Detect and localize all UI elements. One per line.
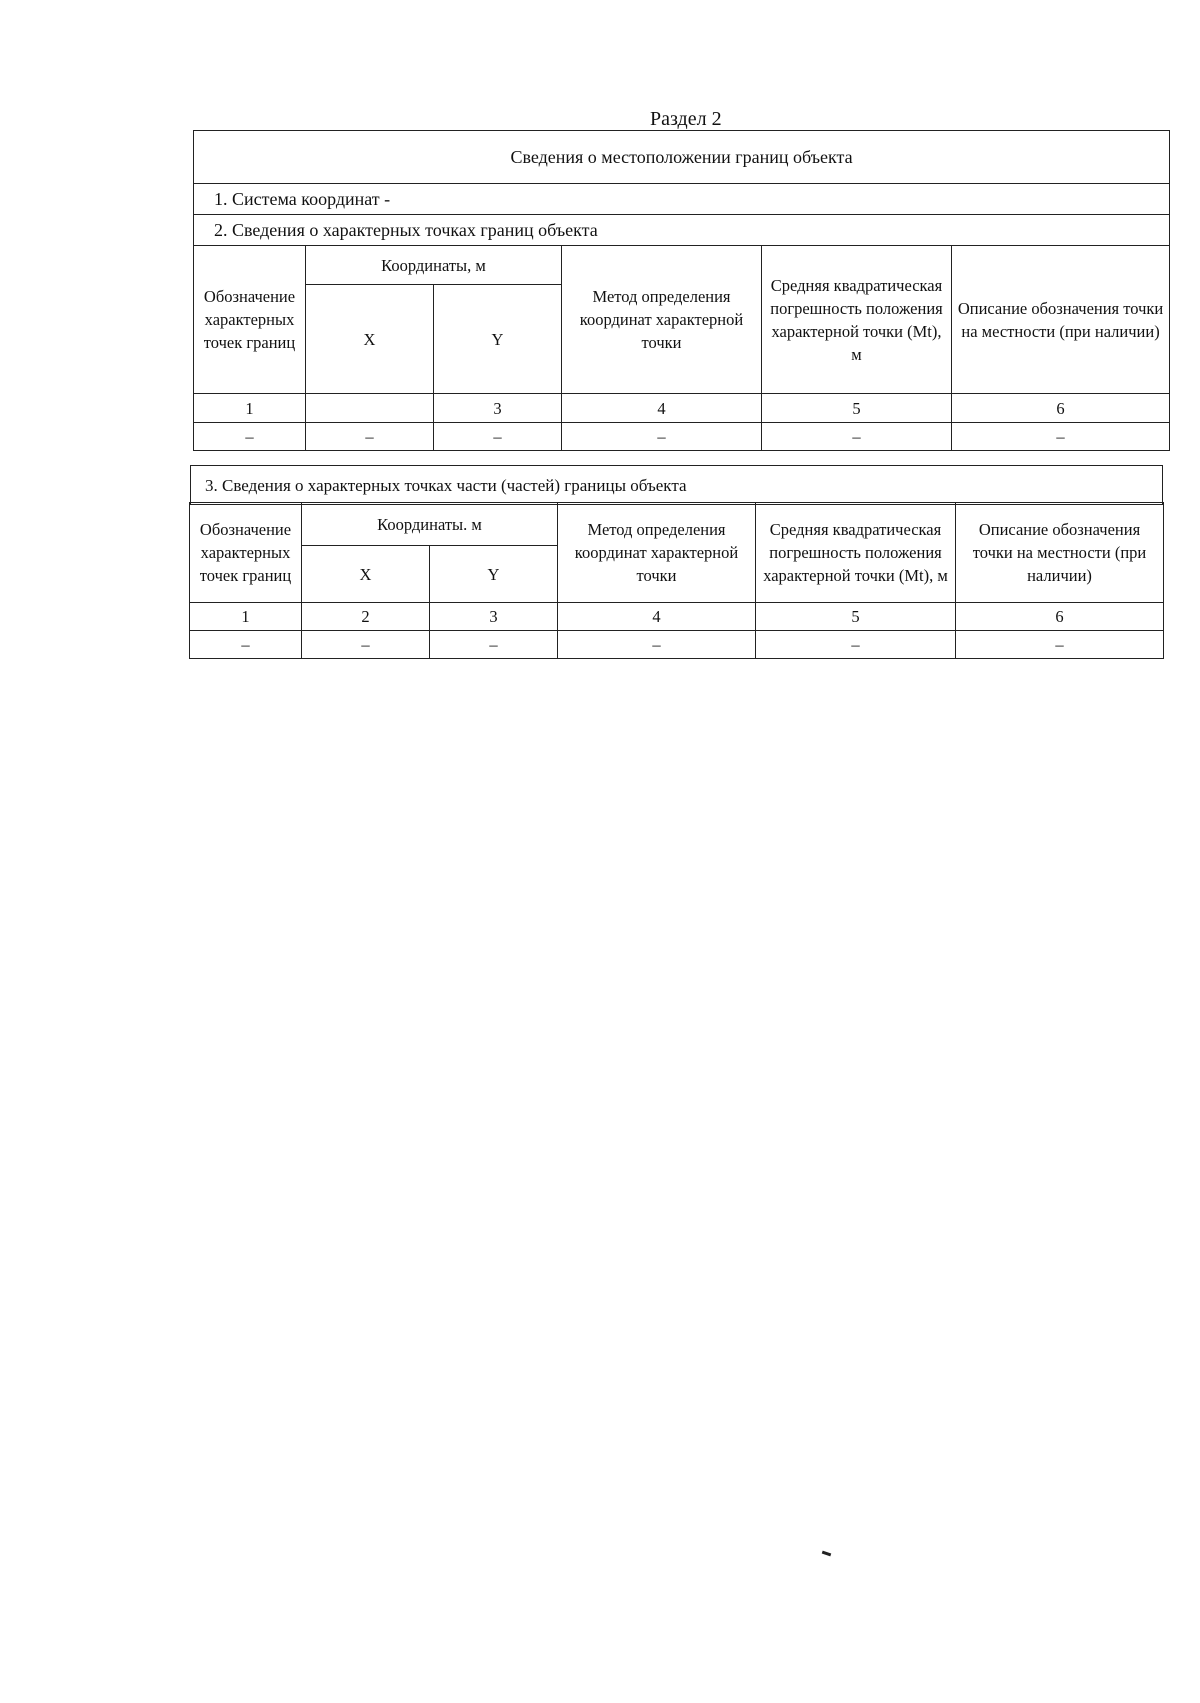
empty-cell: – bbox=[306, 423, 434, 451]
table-main-header: Сведения о местоположении границ объекта bbox=[194, 131, 1170, 184]
column-number: 6 bbox=[952, 394, 1170, 423]
col-coordinates: Координаты, м bbox=[306, 246, 562, 285]
col-designation: Обозначение характерных точек границ bbox=[194, 246, 306, 394]
part-points-header-table bbox=[190, 465, 1163, 505]
empty-cell: – bbox=[558, 631, 756, 659]
col-coordinates: Координаты. м bbox=[302, 503, 558, 546]
coordinate-system-row: 1. Система координат - bbox=[194, 184, 1170, 215]
col-y: Y bbox=[434, 285, 562, 394]
stray-mark bbox=[822, 1551, 831, 1557]
empty-cell: – bbox=[956, 631, 1164, 659]
column-number: 1 bbox=[194, 394, 306, 423]
column-number: 2 bbox=[302, 603, 430, 631]
col-description: Описание обозначения точки на местности (при наличии) bbox=[956, 503, 1164, 603]
column-number: 4 bbox=[558, 603, 756, 631]
boundary-location-table bbox=[193, 130, 1170, 451]
column-number bbox=[306, 394, 434, 423]
empty-cell: – bbox=[302, 631, 430, 659]
empty-cell: – bbox=[430, 631, 558, 659]
empty-cell: – bbox=[762, 423, 952, 451]
column-number: 3 bbox=[430, 603, 558, 631]
column-number: 3 bbox=[434, 394, 562, 423]
table-row bbox=[190, 631, 1164, 659]
column-number: 5 bbox=[762, 394, 952, 423]
empty-cell: – bbox=[952, 423, 1170, 451]
empty-cell: – bbox=[434, 423, 562, 451]
empty-cell: – bbox=[190, 631, 302, 659]
col-error: Средняя квадратическая погрешность положения характерной точки (Mt), м bbox=[762, 246, 952, 394]
table-row bbox=[194, 423, 1170, 451]
col-error: Средняя квадратическая погрешность положения характерной точки (Mt), м bbox=[756, 503, 956, 603]
part-points-header: 3. Сведения о характерных точках части (частей) границы объекта bbox=[191, 466, 1163, 505]
column-number: 4 bbox=[562, 394, 762, 423]
boundary-points-header: 2. Сведения о характерных точках границ объекта bbox=[194, 215, 1170, 246]
col-method: Метод определения координат характерной точки bbox=[562, 246, 762, 394]
col-x: X bbox=[306, 285, 434, 394]
column-numbers-row bbox=[190, 603, 1164, 631]
col-description: Описание обозначения точки на местности (при наличии) bbox=[952, 246, 1170, 394]
empty-cell: – bbox=[562, 423, 762, 451]
col-y: Y bbox=[430, 546, 558, 603]
col-designation: Обозначение характерных точек границ bbox=[190, 503, 302, 603]
empty-cell: – bbox=[194, 423, 306, 451]
column-number: 6 bbox=[956, 603, 1164, 631]
empty-cell: – bbox=[756, 631, 956, 659]
col-x: X bbox=[302, 546, 430, 603]
section-title: Раздел 2 bbox=[650, 108, 722, 130]
column-number: 1 bbox=[190, 603, 302, 631]
column-number: 5 bbox=[756, 603, 956, 631]
col-method: Метод определения координат характерной точки bbox=[558, 503, 756, 603]
column-numbers-row bbox=[194, 394, 1170, 423]
part-points-table bbox=[189, 502, 1164, 659]
